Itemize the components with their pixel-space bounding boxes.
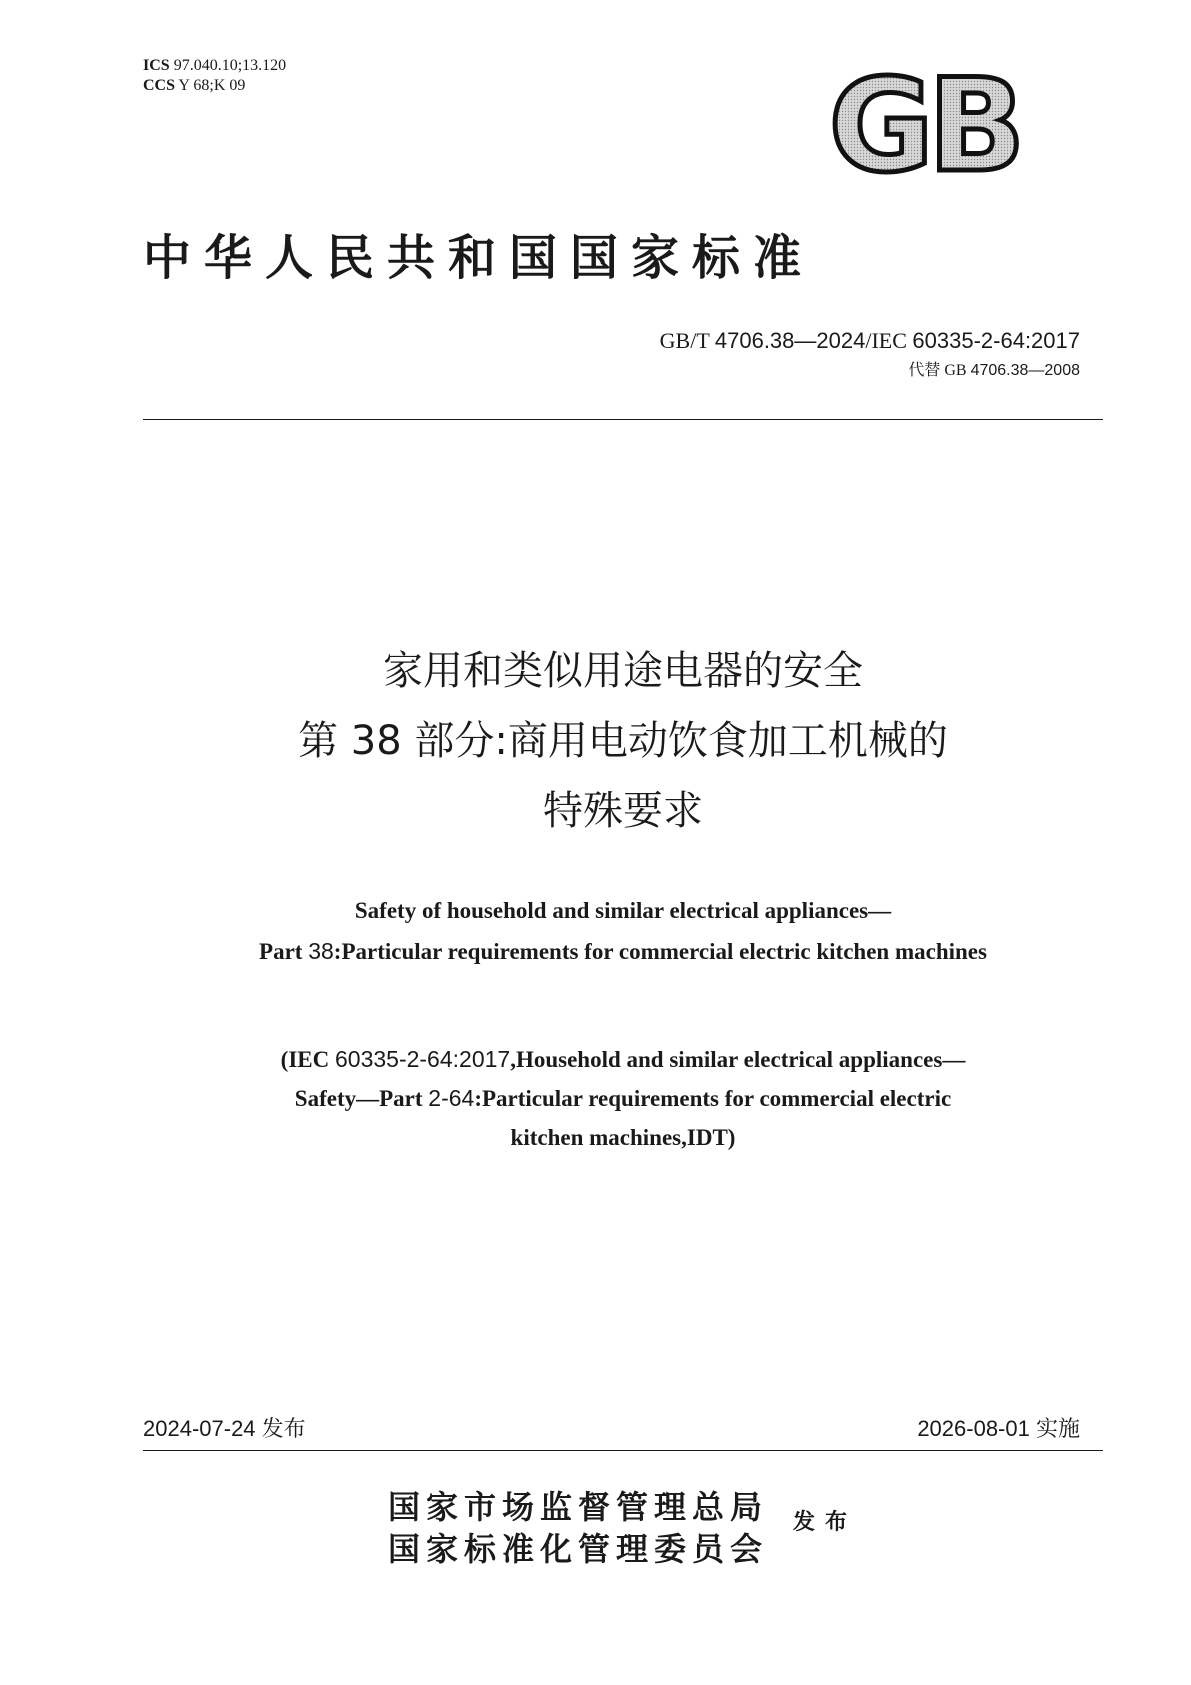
- classification-codes: [143, 56, 286, 96]
- chinese-title-line-1: 家用和类似用途电器的安全: [383, 648, 863, 694]
- english-title-line-1: Safety of household and similar electrical appliances—: [354, 898, 892, 923]
- iec-reference-line-3: kitchen machines,IDT): [510, 1125, 736, 1150]
- issuer-sac: 国家标准化管理委员会: [388, 1530, 769, 1568]
- issue-date: 2024-07-24 发布: [143, 1416, 306, 1442]
- ccs-code: CCS Y 68;K 09: [143, 77, 246, 94]
- implementation-date: 2026-08-01 实施: [917, 1416, 1080, 1442]
- iec-reference-line-2: Safety—Part 2-64:Particular requirements for commercial electric: [294, 1085, 952, 1111]
- gb-logo: [808, 62, 1040, 180]
- national-standard-title: 中华人民共和国国家标准: [143, 230, 815, 286]
- chinese-title-line-3: 特殊要求: [543, 788, 703, 834]
- replaces-note: 代替 GB 4706.38—2008: [908, 362, 1080, 379]
- bottom-divider: [143, 1450, 1103, 1451]
- publish-label: 发布: [793, 1509, 858, 1535]
- iec-reference-line-1: (IEC 60335-2-64:2017,Household and similar electrical appliances—: [280, 1046, 966, 1072]
- svg-text:GB: GB: [828, 62, 1020, 180]
- issuer-samr: 国家市场监督管理总局: [388, 1488, 769, 1526]
- chinese-title-line-2: 第 38 部分:商用电动饮食加工机械的: [298, 718, 948, 764]
- english-title-line-2: Part 38:Particular requirements for commercial electric kitchen machines: [259, 938, 987, 964]
- iec-reference: [143, 1040, 1103, 1157]
- chinese-title: [143, 636, 1103, 846]
- ics-code: ICS 97.040.10;13.120: [143, 57, 287, 74]
- issuing-authorities: [388, 1486, 768, 1570]
- standard-number: GB/T 4706.38—2024/IEC 60335-2-64:2017: [659, 328, 1080, 353]
- english-title: [143, 891, 1103, 972]
- top-divider: [143, 419, 1103, 420]
